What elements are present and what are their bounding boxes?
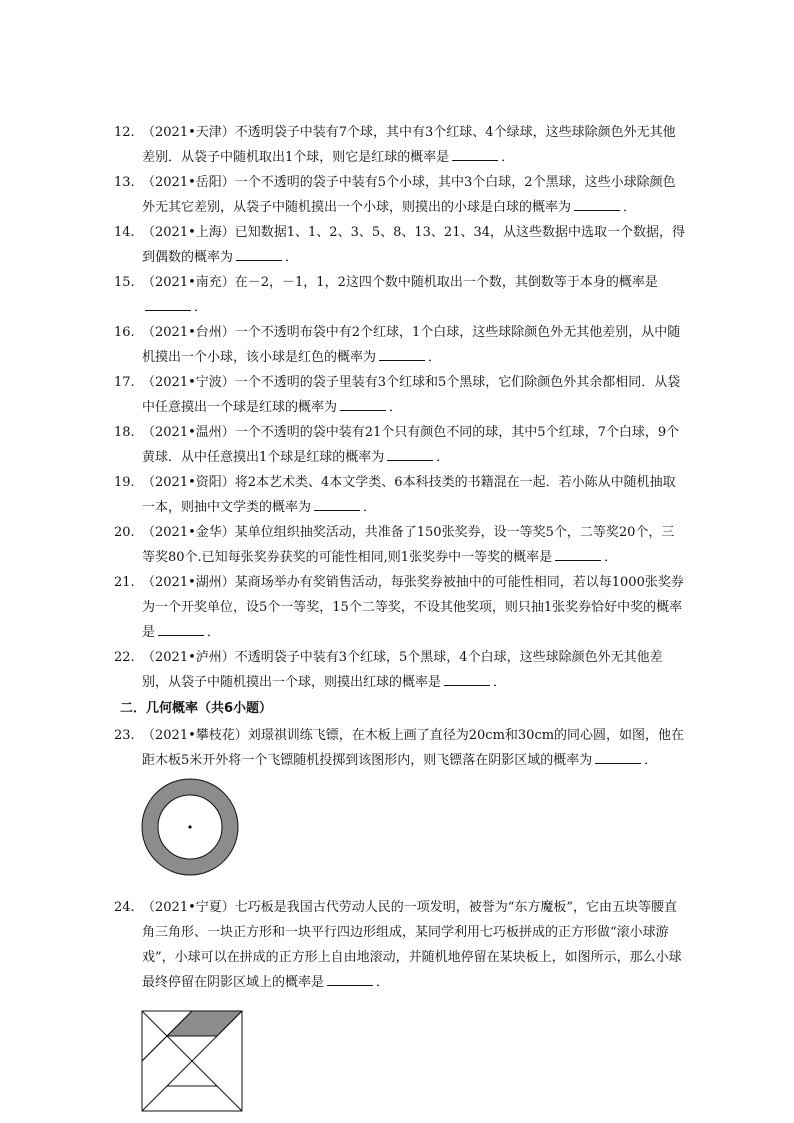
problem-tail: ．	[389, 400, 403, 415]
answer-blank	[444, 671, 490, 686]
problem-tail: ．	[604, 550, 618, 565]
problem-tail: ．	[644, 753, 658, 768]
problem-number: 19.	[114, 475, 135, 490]
problem-text: （2021•上海）已知数据1、1、2、3、5、8、13、21、34，从这些数据中选取一个数据，得到偶数的概率为	[142, 225, 686, 265]
problem-text: （2021•天津）不透明袋子中装有7个球，其中有3个红球、4个绿球，这些球除颜色外无其他差别．从袋子中随机取出1个球，则它是红球的概率是	[142, 125, 676, 165]
problem-item	[114, 320, 686, 370]
concentric-circles-figure	[140, 777, 686, 877]
problem-24	[114, 895, 686, 995]
answer-blank	[595, 749, 641, 764]
shaded-parallelogram	[167, 1011, 242, 1036]
problem-item	[114, 270, 686, 320]
document-content	[114, 120, 686, 1113]
problem-number: 21.	[114, 575, 135, 590]
answer-blank	[379, 346, 425, 361]
problem-number: 15.	[114, 275, 135, 290]
problem-tail: ．	[501, 150, 515, 165]
tangram-svg	[140, 1009, 244, 1113]
problem-text: （2021•温州）一个不透明的袋中装有21个只有颜色不同的球，其中5个红球，7个白球，9个黄球．从中任意摸出1个球是红球的概率为	[142, 425, 680, 465]
problem-text: （2021•宁波）一个不透明的袋子里装有3个红球和5个黑球，它们除颜色外其余都相同．从袋中任意摸出一个球是红球的概率为	[142, 375, 681, 415]
problem-number: 12.	[114, 125, 135, 140]
answer-blank	[387, 446, 433, 461]
problem-tail: ．	[363, 500, 377, 515]
problem-23	[114, 723, 686, 773]
problem-text: （2021•湖州）某商场举办有奖销售活动，每张奖券被抽中的可能性相同，若以每1000张奖券为一个开奖单位，设5个一等奖，15个二等奖，不设其他奖项，则只抽1张奖券恰好中奖的概率是	[142, 575, 684, 640]
problem-list-part1	[114, 120, 686, 695]
problem-text: （2021•资阳）将2本艺术类、4本文学类、6本科技类的书籍混在一起．若小陈从中随机抽取一本，则抽中文学类的概率为	[142, 475, 676, 515]
answer-blank	[452, 146, 498, 161]
answer-blank	[314, 496, 360, 511]
problem-text: （2021•泸州）不透明袋子中装有3个红球，5个黑球，4个白球，这些球除颜色外无其他差别，从袋子中随机摸出一个球，则摸出红球的概率是	[142, 650, 663, 690]
problem-tail: ．	[376, 975, 390, 990]
answer-blank	[340, 396, 386, 411]
concentric-circles-svg	[140, 777, 240, 877]
problem-text: （2021•台州）一个不透明布袋中有2个红球，1个白球，这些球除颜色外无其他差别，从中随机摸出一个小球，该小球是红色的概率为	[142, 325, 681, 365]
answer-blank	[555, 546, 601, 561]
problem-number: 18.	[114, 425, 135, 440]
problem-number: 14.	[114, 225, 135, 240]
problem-item	[114, 120, 686, 170]
problem-item	[114, 470, 686, 520]
problem-text: （2021•攀枝花）刘璟祺训练飞镖，在木板上画了直径为20cm和30cm的同心圆，如图，他在距木板5米开外将一个飞镖随机投掷到该图形内，则飞镖落在阴影区域的概率为	[142, 728, 685, 768]
problem-tail: ．	[623, 200, 637, 215]
answer-blank	[236, 246, 282, 261]
problem-text: （2021•岳阳）一个不透明的袋子中装有5个小球，其中3个白球，2个黑球，这些小球除颜色外无其它差别，从袋子中随机摸出一个小球，则摸出的小球是白球的概率为	[142, 175, 676, 215]
answer-blank	[158, 621, 204, 636]
problem-number: 24.	[114, 900, 135, 915]
problem-item	[114, 570, 686, 645]
problem-item	[114, 420, 686, 470]
problem-text: （2021•金华）某单位组织抽奖活动，共准备了150张奖券，设一等奖5个，二等奖20个，三等奖80个.已知每张奖券获奖的可能性相同,则1张奖券中一等奖的概率是	[142, 525, 675, 565]
problem-tail: ．	[493, 675, 507, 690]
center-point	[188, 825, 191, 828]
problem-number: 13.	[114, 175, 135, 190]
problem-text: （2021•南充）在－2，－1，1，2这四个数中随机取出一个数，其倒数等于本身的概率是	[142, 275, 658, 290]
problem-tail: ．	[194, 300, 208, 315]
tangram-figure	[140, 1009, 686, 1113]
problem-text: （2021•宁夏）七巧板是我国古代劳动人民的一项发明，被誉为“东方魔板”，它由五块等腰直角三角形、一块正方形和一块平行四边形组成，某同学利用七巧板拼成的正方形做“滚小球游戏”，小球可以在拼成的正方形上自由地滚动，并随机地停留在某块板上，如图所示，那么小球最终停留在阴影区域上的概率是	[142, 900, 682, 990]
section-title: 二．几何概率（共6小题）	[120, 701, 273, 716]
problem-number: 23.	[114, 728, 135, 743]
problem-number: 22.	[114, 650, 135, 665]
problem-item	[114, 520, 686, 570]
problem-tail: ．	[285, 250, 299, 265]
problem-number: 16.	[114, 325, 135, 340]
problem-item	[114, 170, 686, 220]
problem-number: 17.	[114, 375, 135, 390]
problem-item	[114, 370, 686, 420]
problem-tail: ．	[436, 450, 450, 465]
problem-item	[114, 645, 686, 695]
problem-tail: ．	[428, 350, 442, 365]
problem-tail: ．	[207, 625, 221, 640]
answer-blank	[327, 971, 373, 986]
problem-number: 20.	[114, 525, 135, 540]
answer-blank	[574, 196, 620, 211]
answer-blank	[145, 296, 191, 311]
small-triangle-edge	[142, 1036, 167, 1061]
problem-item	[114, 220, 686, 270]
